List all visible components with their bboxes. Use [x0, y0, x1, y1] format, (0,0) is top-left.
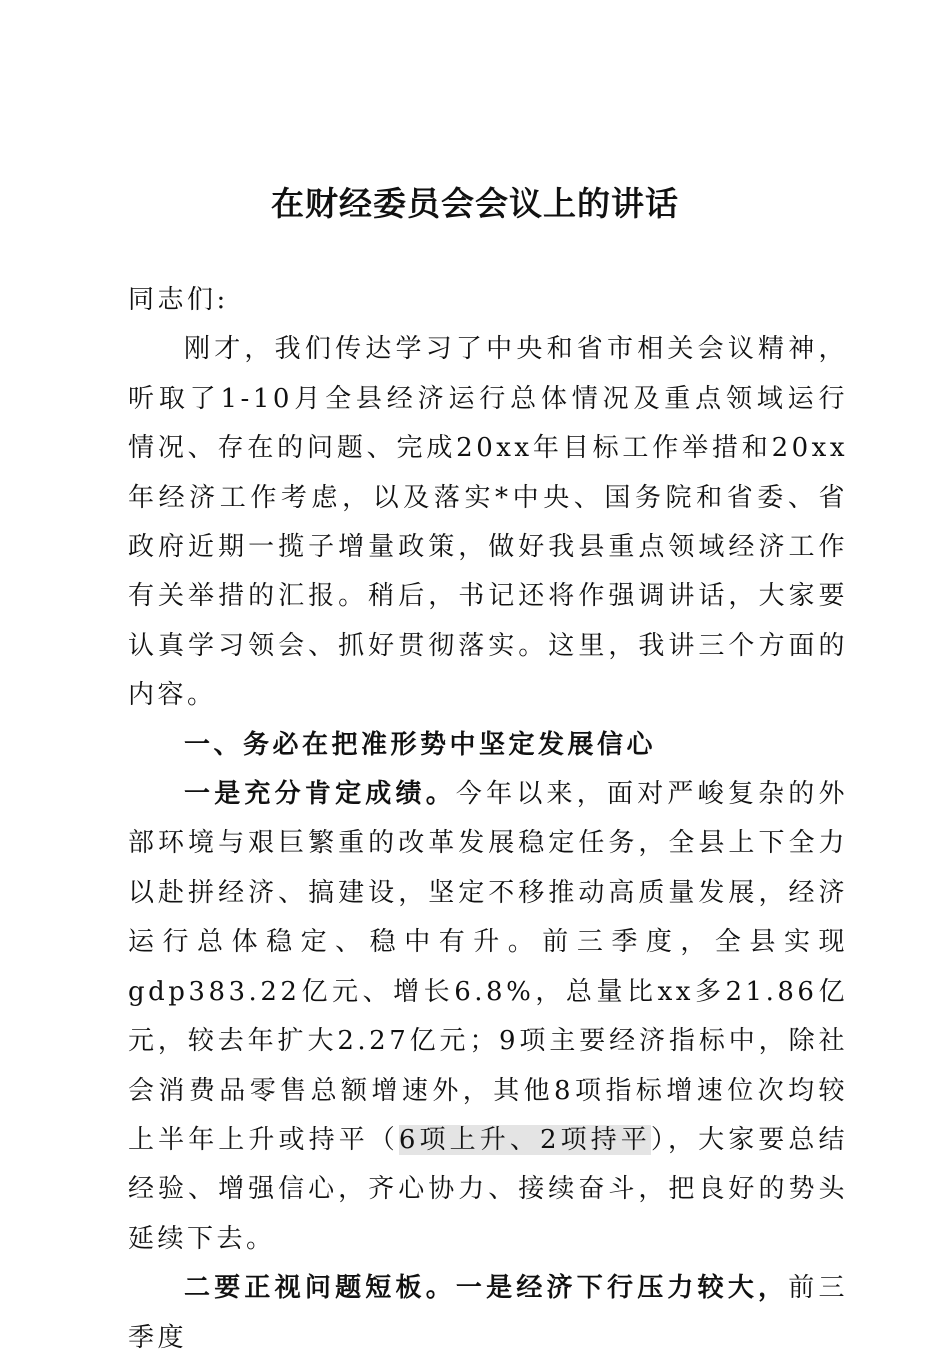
- paragraph-text: 今年以来，面对严峻复杂的外部环境与艰巨繁重的改革发展稳定任务，全县上下全力以赴拼经济、搞建设，坚定不移推动高质量发展，经济运行总体稳定、稳中有升。前三季度，全县实现gdp383.22亿元、增长6.8%，总量比xx多21.86亿元，较去年扩大2.27亿元；9项主要经济指标中，除社会消费品零售总额增速外，其他8项指标增速位次均较上半年上升或持平（: [128, 779, 848, 1155]
- paragraph-lead-bold: 一是充分肯定成绩。: [184, 779, 456, 810]
- paragraph-text: 前三季度: [128, 1273, 848, 1353]
- paragraph-text: ），大家要总结经验、增强信心，齐心协力、接续奋斗，把良好的势头延续下去。: [128, 1124, 848, 1254]
- highlighted-text: 6项上升、2项持平: [398, 1124, 651, 1155]
- salutation: 同志们:: [128, 285, 229, 315]
- document-title: 在财经委员会会议上的讲话: [271, 184, 679, 223]
- section-heading-1: 一、务必在把准形势中坚定发展信心: [184, 729, 657, 760]
- paragraph-achievements: [128, 770, 848, 1264]
- paragraph-problems: [128, 1264, 848, 1363]
- paragraph-opening: 刚才，我们传达学习了中央和省市相关会议精神，听取了1-10月全县经济运行总体情况及重点领域运行情况、存在的问题、完成20xx年目标工作举措和20xx年经济工作考虑，以及落实*中央、国务院和省委、省政府近期一揽子增量政策，做好我县重点领域经济工作有关举措的汇报。稍后，书记还将作强调讲话，大家要认真学习领会、抓好贯彻落实。这里，我讲三个方面的内容。: [128, 334, 848, 711]
- document-body: [128, 276, 848, 1363]
- paragraph-lead-bold: 二要正视问题短板。一是经济下行压力较大，: [184, 1273, 789, 1304]
